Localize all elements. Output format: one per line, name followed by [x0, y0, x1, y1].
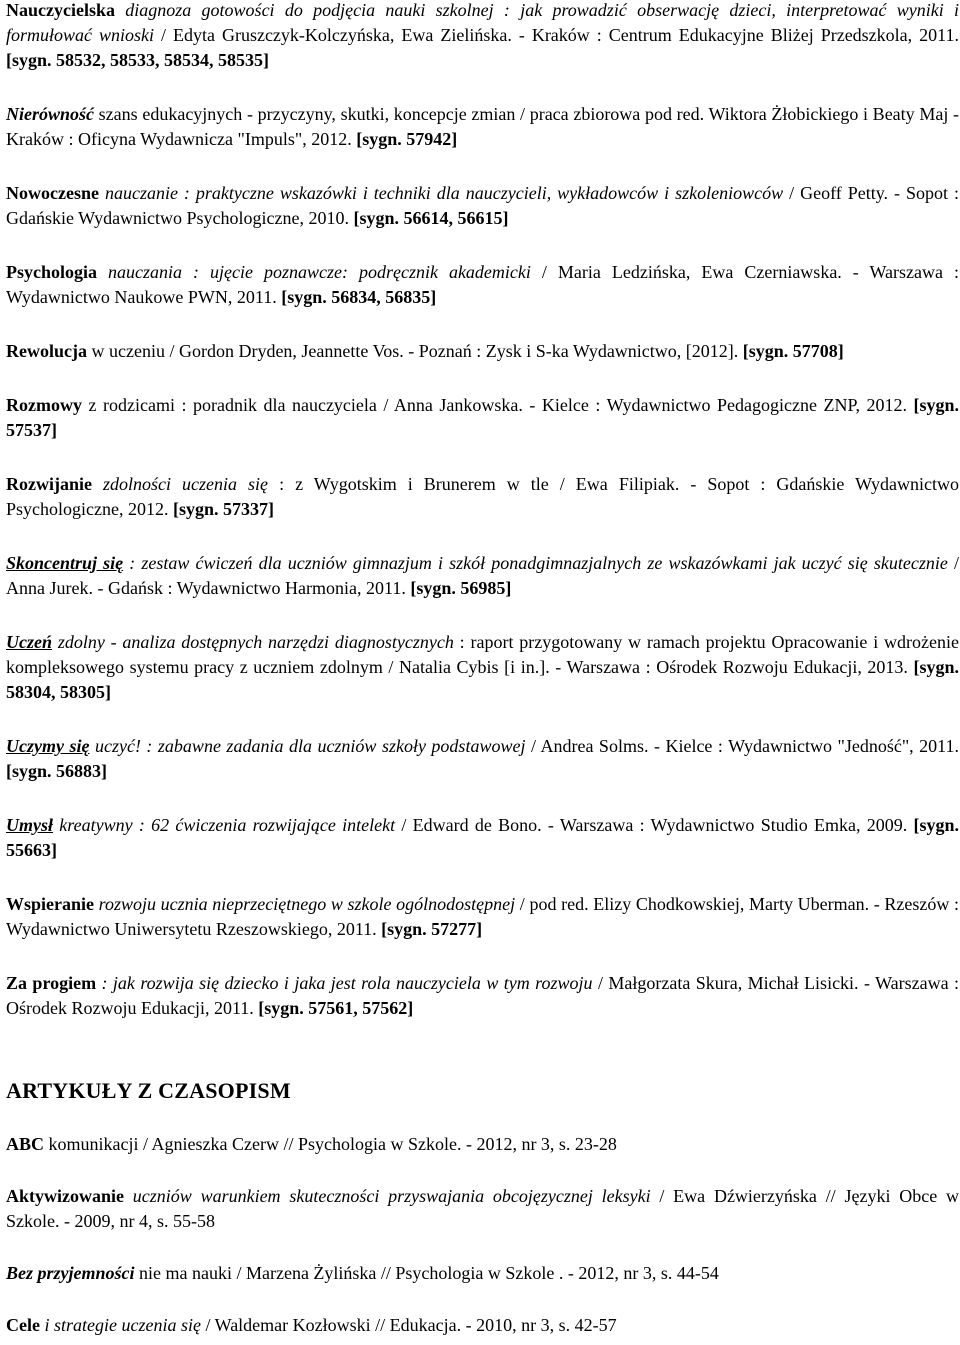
entry-details: z rodzicami : poradnik dla nauczyciela / Anna Jankowska. - Kielce : Wydawnictwo Pedagogiczne ZNP, 2012.: [81, 395, 914, 415]
entry-signature: [sygn. 57942]: [356, 129, 458, 149]
entry-signature: [sygn. 58532, 58533, 58534, 58535]: [6, 50, 270, 70]
article-keyword: Aktywizowanie: [6, 1186, 124, 1206]
entry-details: / pod red. Elizy Chodkowskiej, Marty Uberman. - Rzeszów : Wydawnictwo Uniwersytetu Rzeszowskiego, 2011.: [6, 894, 959, 939]
entry-title: nauczania : ujęcie poznawcze: podręcznik akademicki: [97, 262, 531, 282]
article-title: i strategie uczenia się: [39, 1315, 201, 1335]
book-entry: [6, 892, 959, 942]
article-entry: [6, 1261, 959, 1286]
entry-details: / Edward de Bono. - Warszawa : Wydawnictwo Studio Emka, 2009.: [395, 815, 914, 835]
book-entry: [6, 393, 959, 443]
entry-keyword: Skoncentruj się: [6, 553, 124, 573]
book-entry: [6, 551, 959, 601]
entry-title: nauczanie : praktyczne wskazówki i techniki dla nauczycieli, wykładowców i szkoleniowców: [98, 183, 784, 203]
entry-keyword: Umysł: [6, 815, 53, 835]
book-entry: [6, 0, 959, 73]
entry-details: / Maria Ledzińska, Ewa Czerniawska. - Warszawa : Wydawnictwo Naukowe PWN, 2011.: [6, 262, 959, 307]
book-entry: [6, 630, 959, 705]
entry-keyword: Uczeń: [6, 632, 52, 652]
entry-keyword: Wspieranie: [6, 894, 94, 914]
article-entry: [6, 1184, 959, 1234]
book-entry: [6, 102, 959, 152]
article-details: nie ma nauki / Marzena Żylińska // Psychologia w Szkole . - 2012, nr 3, s. 44-54: [134, 1263, 719, 1283]
entry-title: diagnoza gotowości do podjęcia nauki szkolnej : jak prowadzić obserwację dzieci, interpretować wyniki i formułować wnioski: [6, 0, 959, 45]
entry-keyword: Uczymy się: [6, 736, 90, 756]
section-heading: ARTYKUŁY Z CZASOPISM: [6, 1078, 291, 1103]
entry-signature: [sygn. 57537]: [6, 395, 959, 440]
article-details: komunikacji / Agnieszka Czerw // Psychologia w Szkole. - 2012, nr 3, s. 23-28: [44, 1134, 617, 1154]
entry-title: : jak rozwija się dziecko i jaka jest rola nauczyciela w tym rozwoju: [96, 973, 593, 993]
article-entry: [6, 1132, 959, 1157]
entry-signature: [sygn. 56614, 56615]: [353, 208, 509, 228]
entry-signature: [sygn. 57708]: [742, 341, 844, 361]
entry-details: : raport przygotowany w ramach projektu Opracowanie i wdrożenie kompleksowego systemu pracy z uczniem zdolnym / Natalia Cybis [i in.]. - Warszawa : Ośrodek Rozwoju Edukacji, 2013.: [6, 632, 959, 677]
entry-signature: [sygn. 56883]: [6, 761, 108, 781]
entry-keyword: Psychologia: [6, 262, 98, 282]
entry-title: zdolności uczenia się: [91, 474, 269, 494]
entry-keyword: Nowoczesne: [6, 183, 99, 203]
entry-signature: [sygn. 57337]: [172, 499, 274, 519]
entry-signature: [sygn. 57561, 57562]: [258, 998, 414, 1018]
book-entry: [6, 339, 959, 364]
entry-details: / Anna Jurek. - Gdańsk : Wydawnictwo Harmonia, 2011.: [6, 553, 959, 598]
entry-details: : z Wygotskim i Brunerem w tle / Ewa Filipiak. - Sopot : Gdańskie Wydawnictwo Psychologiczne, 2012.: [6, 474, 959, 519]
article-keyword: Bez przyjemności: [6, 1263, 135, 1283]
article-keyword: ABC: [6, 1134, 45, 1154]
book-entry: [6, 813, 959, 863]
article-details: / Waldemar Kozłowski // Edukacja. - 2010, nr 3, s. 42-57: [200, 1315, 617, 1335]
entry-title: kreatywny : 62 ćwiczenia rozwijające intelekt: [53, 815, 396, 835]
entry-signature: [sygn. 56834, 56835]: [281, 287, 437, 307]
entry-details: szans edukacyjnych - przyczyny, skutki, koncepcje zmian / praca zbiorowa pod red. Wiktora Żłobickiego i Beaty Maj - Kraków : Oficyna Wydawnicza "Impuls", 2012.: [6, 104, 959, 149]
entry-details: / Małgorzata Skura, Michał Lisicki. - Warszawa : Ośrodek Rozwoju Edukacji, 2011.: [6, 973, 959, 1018]
entry-keyword: Nauczycielska: [6, 0, 115, 20]
entry-details: / Edyta Gruszczyk-Kolczyńska, Ewa Zielińska. - Kraków : Centrum Edukacyjne Bliżej Przedszkola, 2011.: [154, 25, 959, 45]
article-details: / Ewa Dźwierzyńska // Języki Obce w Szkole. - 2009, nr 4, s. 55-58: [6, 1186, 959, 1231]
entry-details: w uczeniu / Gordon Dryden, Jeannette Vos. - Poznań : Zysk i S-ka Wydawnictwo, [2012].: [86, 341, 743, 361]
entry-signature: [sygn. 55663]: [6, 815, 959, 860]
book-entry: [6, 181, 959, 231]
entry-keyword: Rozmowy: [6, 395, 82, 415]
entry-keyword: Rewolucja: [6, 341, 87, 361]
entry-title: : zestaw ćwiczeń dla uczniów gimnazjum i szkół ponadgimnazjalnych ze wskazówkami jak uczyć się skutecznie: [123, 553, 948, 573]
book-entry: [6, 971, 959, 1021]
entry-signature: [sygn. 58304, 58305]: [6, 657, 959, 702]
entry-keyword: Rozwijanie: [6, 474, 92, 494]
entry-details: / Andrea Solms. - Kielce : Wydawnictwo "Jedność", 2011.: [525, 736, 959, 756]
book-entry: [6, 260, 959, 310]
entry-signature: [sygn. 57277]: [381, 919, 483, 939]
entry-keyword: Za progiem: [6, 973, 97, 993]
entry-title: zdolny - analiza dostępnych narzędzi diagnostycznych: [52, 632, 454, 652]
entry-title: rozwoju ucznia nieprzeciętnego w szkole ogólnodostępnej: [94, 894, 516, 914]
book-entry: [6, 472, 959, 522]
book-entry: [6, 734, 959, 784]
entry-keyword: Nierówność: [6, 104, 95, 124]
document-page: [6, 0, 959, 1338]
article-entry: [6, 1313, 959, 1338]
article-title: uczniów warunkiem skuteczności przyswajania obcojęzycznej leksyki: [124, 1186, 651, 1206]
entry-title: uczyć! : zabawne zadania dla uczniów szkoły podstawowej: [89, 736, 526, 756]
entry-signature: [sygn. 56985]: [410, 578, 512, 598]
entry-details: / Geoff Petty. - Sopot : Gdańskie Wydawnictwo Psychologiczne, 2010.: [6, 183, 959, 228]
article-keyword: Cele: [6, 1315, 40, 1335]
